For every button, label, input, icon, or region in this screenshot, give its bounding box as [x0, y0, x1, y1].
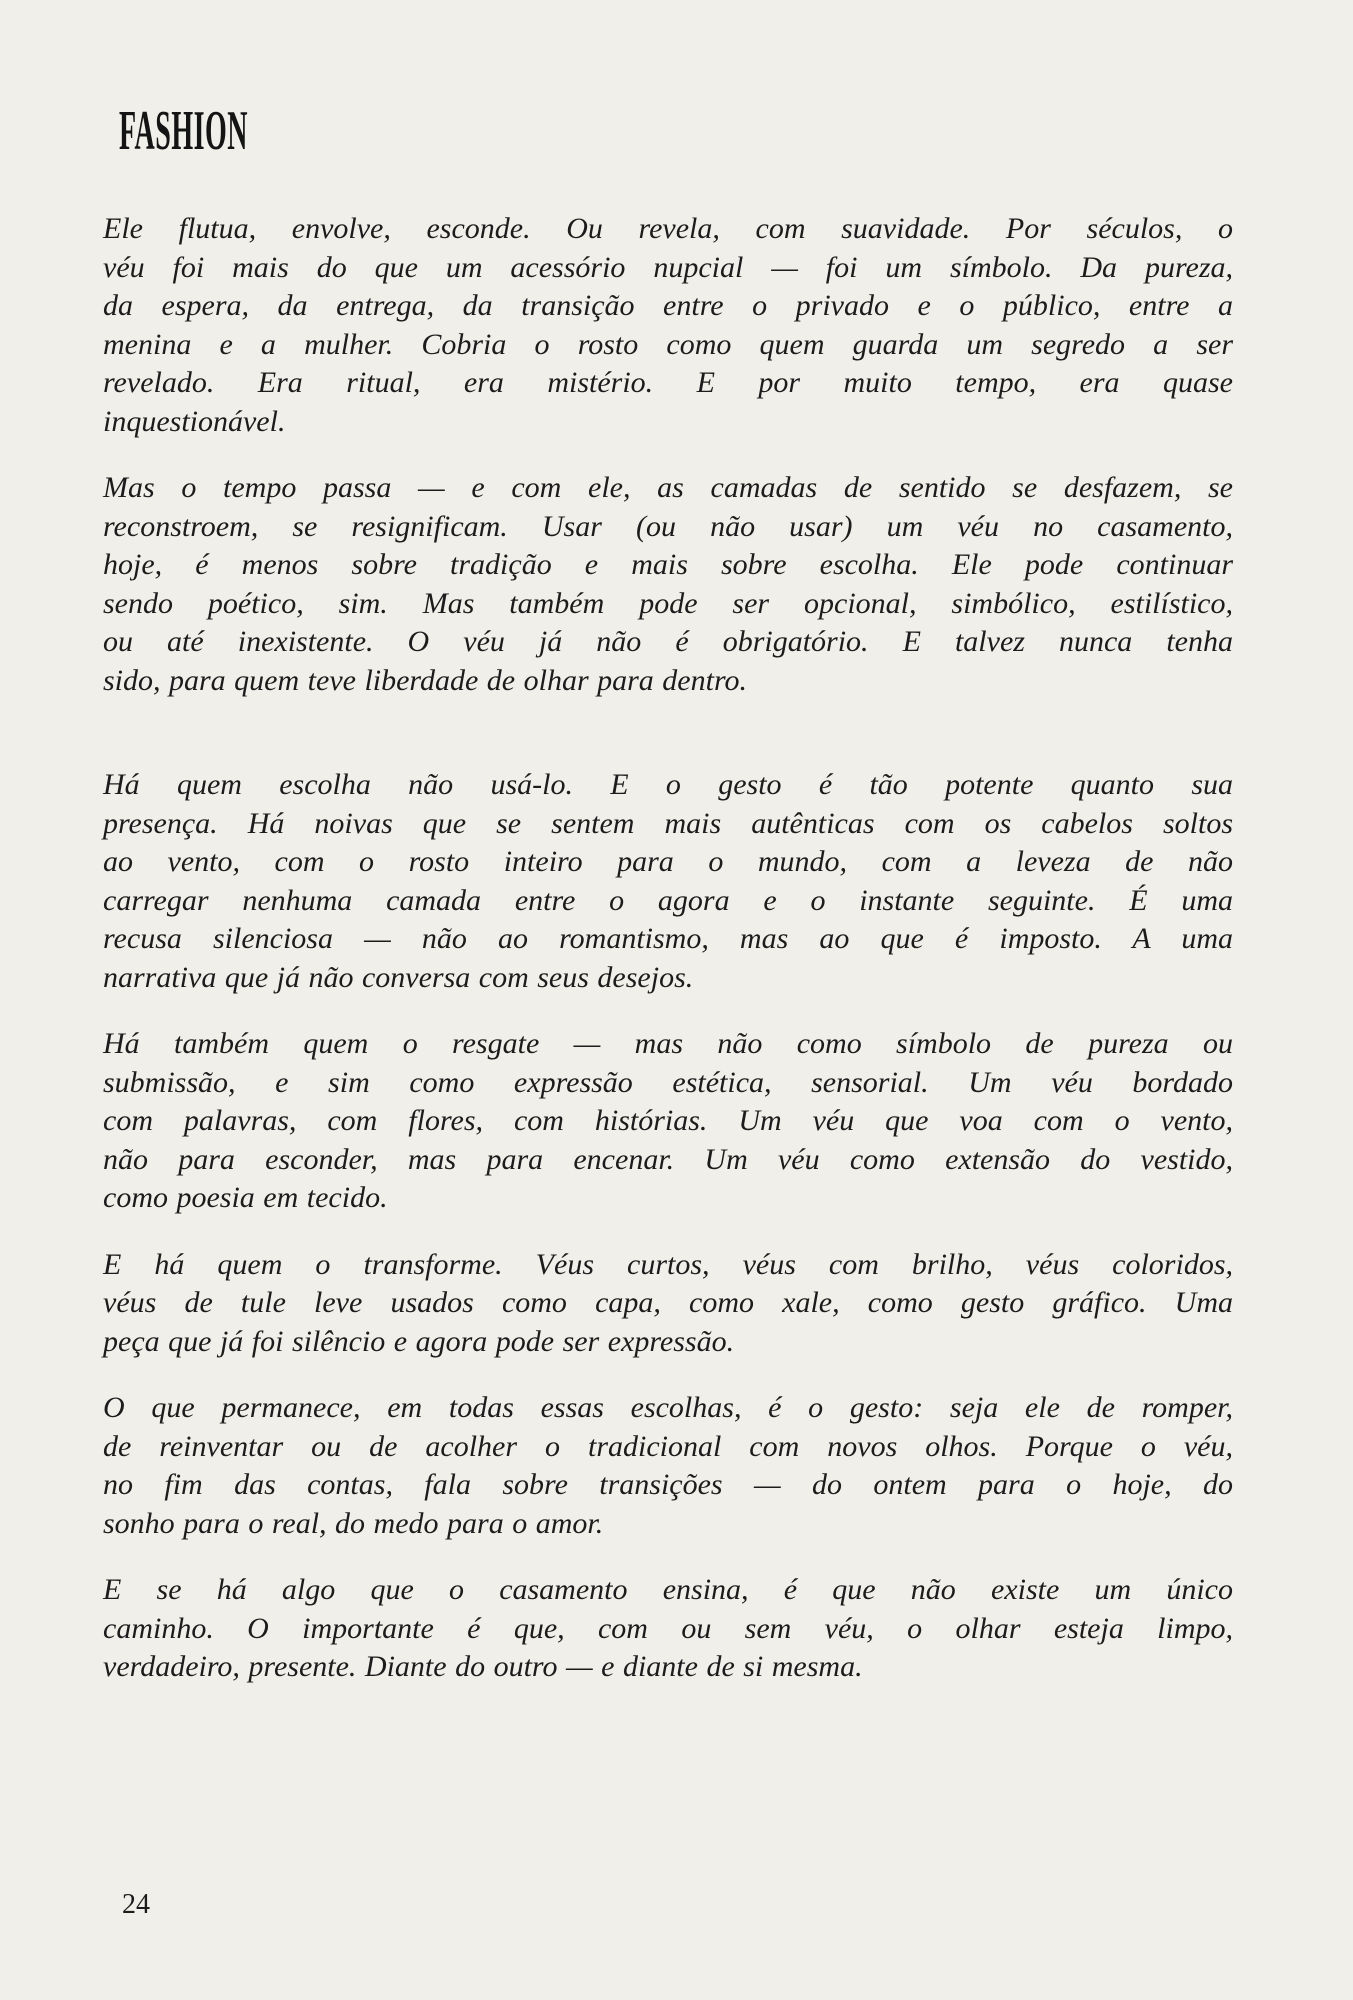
page-number: 24 [122, 1889, 150, 1920]
text-line: sido, para quem teve liberdade de olhar para dentro. [103, 663, 748, 697]
text-line: peça que já foi silêncio e agora pode ser expressão. [103, 1324, 735, 1358]
text-line: submissão, e sim como expressão estética, sensorial. Um véu bordado [103, 1065, 1233, 1099]
paragraph [103, 766, 1233, 997]
text-line: revelado. Era ritual, era mistério. E por muito tempo, era quase [103, 366, 1233, 399]
text-line: Mas o tempo passa — e com ele, as camadas de sentido se desfazem, se [103, 471, 1233, 504]
text-line: não para esconder, mas para encenar. Um véu como extensão do vestido, [103, 1142, 1233, 1176]
text-line: Há também quem o resgate — mas não como símbolo de pureza ou [103, 1027, 1233, 1060]
page-title: FASHION [119, 100, 248, 162]
text-line: ou até inexistente. O véu já não é obrigatório. E talvez nunca tenha [103, 625, 1233, 658]
paragraph [103, 1389, 1233, 1543]
text-line: no fim das contas, fala sobre transições — do ontem para o hoje, do [103, 1468, 1233, 1501]
text-line: Ele flutua, envolve, esconde. Ou revela, com suavidade. Por séculos, o [103, 212, 1233, 245]
text-line: hoje, é menos sobre tradição e mais sobre escolha. Ele pode continuar [103, 548, 1233, 581]
paragraph [103, 1246, 1233, 1362]
text-line: reconstroem, se resignificam. Usar (ou não usar) um véu no casamento, [103, 509, 1233, 543]
text-line: narrativa que já não conversa com seus desejos. [103, 960, 694, 994]
text-line: com palavras, com flores, com histórias. Um véu que voa com o vento, [103, 1104, 1233, 1137]
text-line: Há quem escolha não usá-lo. E o gesto é tão potente quanto sua [103, 768, 1233, 801]
text-line: da espera, da entrega, da transição entre o privado e o público, entre a [103, 289, 1233, 322]
text-line: sonho para o real, do medo para o amor. [103, 1506, 604, 1540]
text-line: E há quem o transforme. Véus curtos, véus com brilho, véus coloridos, [103, 1247, 1233, 1281]
text-line: menina e a mulher. Cobria o rosto como quem guarda um segredo a ser [103, 327, 1233, 361]
text-line: E se há algo que o casamento ensina, é que não existe um único [103, 1573, 1233, 1606]
paragraph [103, 469, 1233, 700]
text-line: presença. Há noivas que se sentem mais autênticas com os cabelos soltos [103, 806, 1233, 840]
paragraph [103, 1025, 1233, 1218]
text-line: O que permanece, em todas essas escolhas, é o gesto: seja ele de romper, [103, 1391, 1233, 1424]
text-line: sendo poético, sim. Mas também pode ser opcional, simbólico, estilístico, [103, 586, 1233, 620]
paragraph [103, 1571, 1233, 1687]
text-line: verdadeiro, presente. Diante do outro — e diante de si mesma. [103, 1650, 863, 1683]
article-body [103, 210, 1233, 1715]
text-line: véu foi mais do que um acessório nupcial — foi um símbolo. Da pureza, [103, 250, 1233, 284]
text-line: véus de tule leve usados como capa, como xale, como gesto gráfico. Uma [103, 1286, 1233, 1319]
text-line: inquestionável. [103, 404, 286, 438]
text-line: recusa silenciosa — não ao romantismo, mas ao que é imposto. A uma [103, 922, 1233, 955]
paragraph [103, 210, 1233, 441]
text-line: ao vento, com o rosto inteiro para o mundo, com a leveza de não [103, 845, 1233, 878]
text-line: carregar nenhuma camada entre o agora e o instante seguinte. É uma [103, 883, 1233, 917]
text-line: caminho. O importante é que, com ou sem véu, o olhar esteja limpo, [103, 1611, 1233, 1645]
text-line: como poesia em tecido. [103, 1181, 388, 1214]
text-line: de reinventar ou de acolher o tradicional com novos olhos. Porque o véu, [103, 1429, 1233, 1463]
